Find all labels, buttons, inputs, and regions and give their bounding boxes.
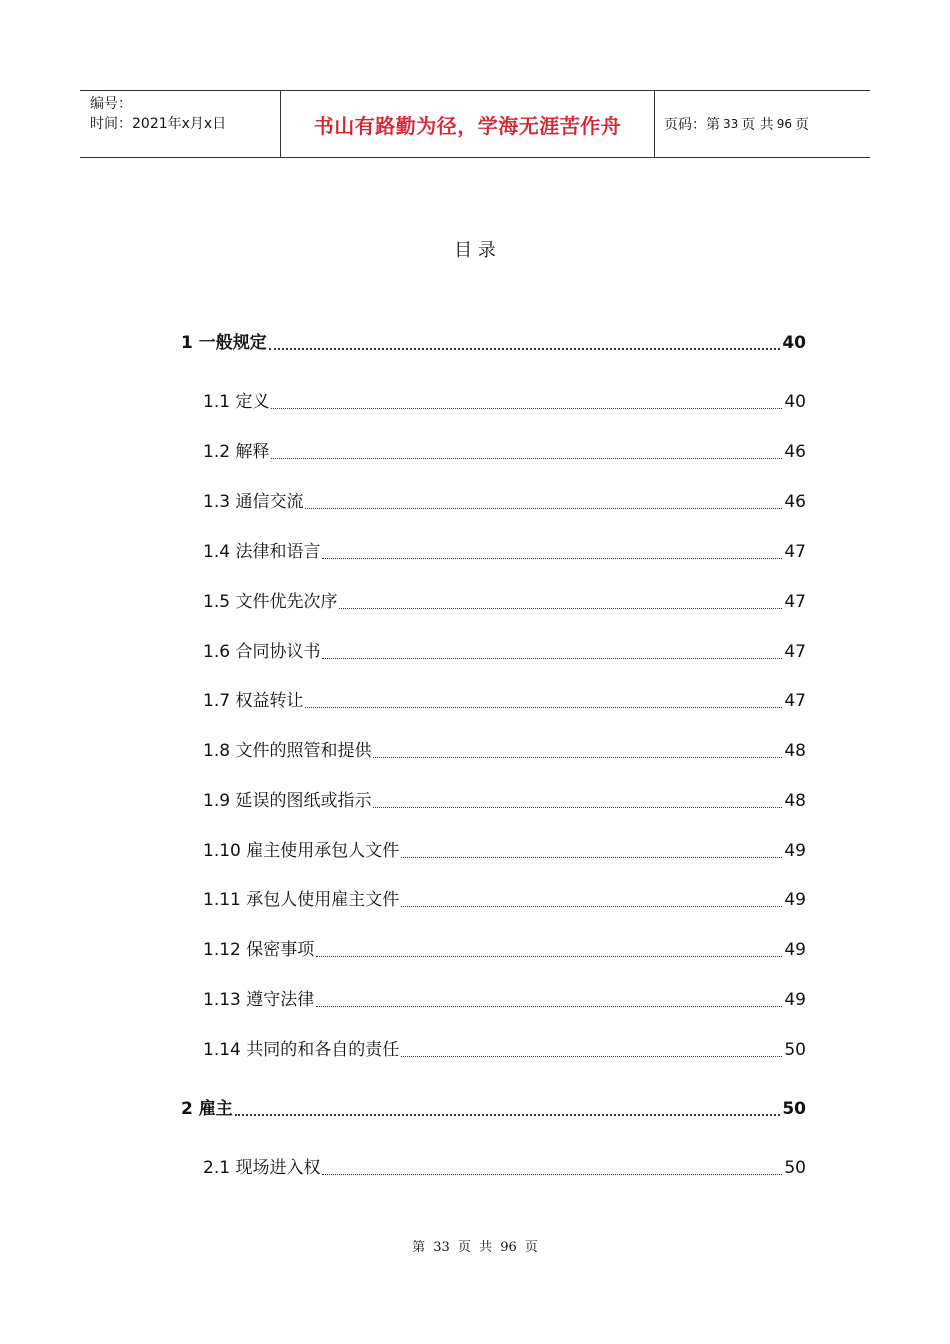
page-footer: 第 33 页 共 96 页 (412, 1240, 538, 1255)
toc-leader-dots (373, 807, 782, 808)
toc-entry-label: 2.1 现场进入权 (203, 1158, 321, 1178)
toc-entry-page: 47 (784, 592, 806, 612)
page-header (80, 90, 870, 158)
toc-leader-dots (269, 348, 781, 350)
page-total: 96 (776, 117, 793, 131)
toc-entry-page: 47 (784, 642, 806, 662)
toc-leader-dots (373, 757, 782, 758)
toc-entry[interactable] (203, 641, 806, 663)
toc-entry-page: 40 (782, 333, 806, 353)
header-motto-cell (281, 91, 655, 157)
toc-entry-label: 2 雇主 (181, 1099, 233, 1119)
toc-title: 目 录 (454, 240, 496, 261)
toc-entry-label: 1.2 解释 (203, 442, 270, 462)
toc-entry[interactable] (203, 939, 806, 961)
toc-entry[interactable] (203, 391, 806, 413)
toc-leader-dots (316, 956, 782, 957)
toc-entry-page: 49 (784, 890, 806, 910)
page-number: 33 (723, 117, 739, 131)
toc-entry[interactable] (203, 1157, 806, 1179)
toc-entry[interactable] (203, 840, 806, 862)
page-prefix: 页码：第 (664, 117, 720, 133)
toc-leader-dots (235, 1114, 781, 1116)
toc-entry[interactable] (203, 889, 806, 911)
toc-leader-dots (401, 906, 782, 907)
toc-entry-page: 40 (784, 392, 806, 412)
toc-entry-label: 1.10 雇主使用承包人文件 (203, 841, 400, 861)
toc-entry[interactable] (203, 740, 806, 762)
toc-entry[interactable] (203, 441, 806, 463)
toc-entry-page: 48 (784, 791, 806, 811)
document-id-label: 编号： (90, 96, 132, 112)
toc-leader-dots (271, 408, 782, 409)
toc-entry-label: 1.11 承包人使用雇主文件 (203, 890, 400, 910)
page-suffix: 页 (795, 117, 810, 133)
header-meta (80, 91, 281, 157)
header-motto: 书山有路勤为径，学海无涯苦作舟 (313, 113, 622, 138)
toc-leader-dots (401, 857, 782, 858)
toc-entry[interactable] (203, 790, 806, 812)
toc-entry[interactable] (203, 541, 806, 563)
toc-entry[interactable] (203, 591, 806, 613)
toc-entry-page: 49 (784, 841, 806, 861)
toc-entry-label: 1.1 定义 (203, 392, 270, 412)
document-time: 时间：2021年x月x日 (90, 116, 227, 132)
toc-entry-page: 49 (784, 940, 806, 960)
toc-entry[interactable] (203, 690, 806, 712)
toc-entry-label: 1.8 文件的照管和提供 (203, 741, 372, 761)
toc-entry-label: 1.13 遵守法律 (203, 990, 315, 1010)
toc-leader-dots (316, 1006, 782, 1007)
toc-leader-dots (322, 558, 782, 559)
toc-entry-page: 48 (784, 741, 806, 761)
toc-entry[interactable] (203, 1039, 806, 1061)
toc-leader-dots (271, 458, 782, 459)
toc-entry-label: 1.12 保密事项 (203, 940, 315, 960)
toc-entry-label: 1.14 共同的和各自的责任 (203, 1040, 400, 1060)
toc-leader-dots (305, 707, 782, 708)
toc-leader-dots (339, 608, 782, 609)
toc-entry-label: 1.9 延误的图纸或指示 (203, 791, 372, 811)
toc-leader-dots (305, 508, 782, 509)
toc-entry-label: 1.5 文件优先次序 (203, 592, 338, 612)
toc-entry-page: 50 (784, 1040, 806, 1060)
toc-entry-label: 1.7 权益转让 (203, 691, 304, 711)
toc-entry-label: 1.4 法律和语言 (203, 542, 321, 562)
toc-leader-dots (401, 1056, 782, 1057)
toc-entry[interactable] (203, 491, 806, 513)
toc-entry[interactable] (203, 989, 806, 1011)
toc-entry-label: 1 一般规定 (181, 333, 267, 353)
toc-entry-page: 50 (782, 1099, 806, 1119)
toc-leader-dots (322, 658, 782, 659)
page-mid: 页 共 (741, 117, 774, 133)
toc-entry-page: 47 (784, 542, 806, 562)
toc-entry-label: 1.3 通信交流 (203, 492, 304, 512)
header-page-info (655, 91, 870, 157)
toc-entry-label: 1.6 合同协议书 (203, 642, 321, 662)
toc-leader-dots (322, 1174, 782, 1175)
toc-entry-page: 46 (784, 492, 806, 512)
toc-entry-page: 47 (784, 691, 806, 711)
toc-entry-page: 50 (784, 1158, 806, 1178)
toc-entry[interactable] (181, 1098, 806, 1120)
toc-entry-page: 46 (784, 442, 806, 462)
toc-entry-page: 49 (784, 990, 806, 1010)
toc-entry[interactable] (181, 332, 806, 354)
